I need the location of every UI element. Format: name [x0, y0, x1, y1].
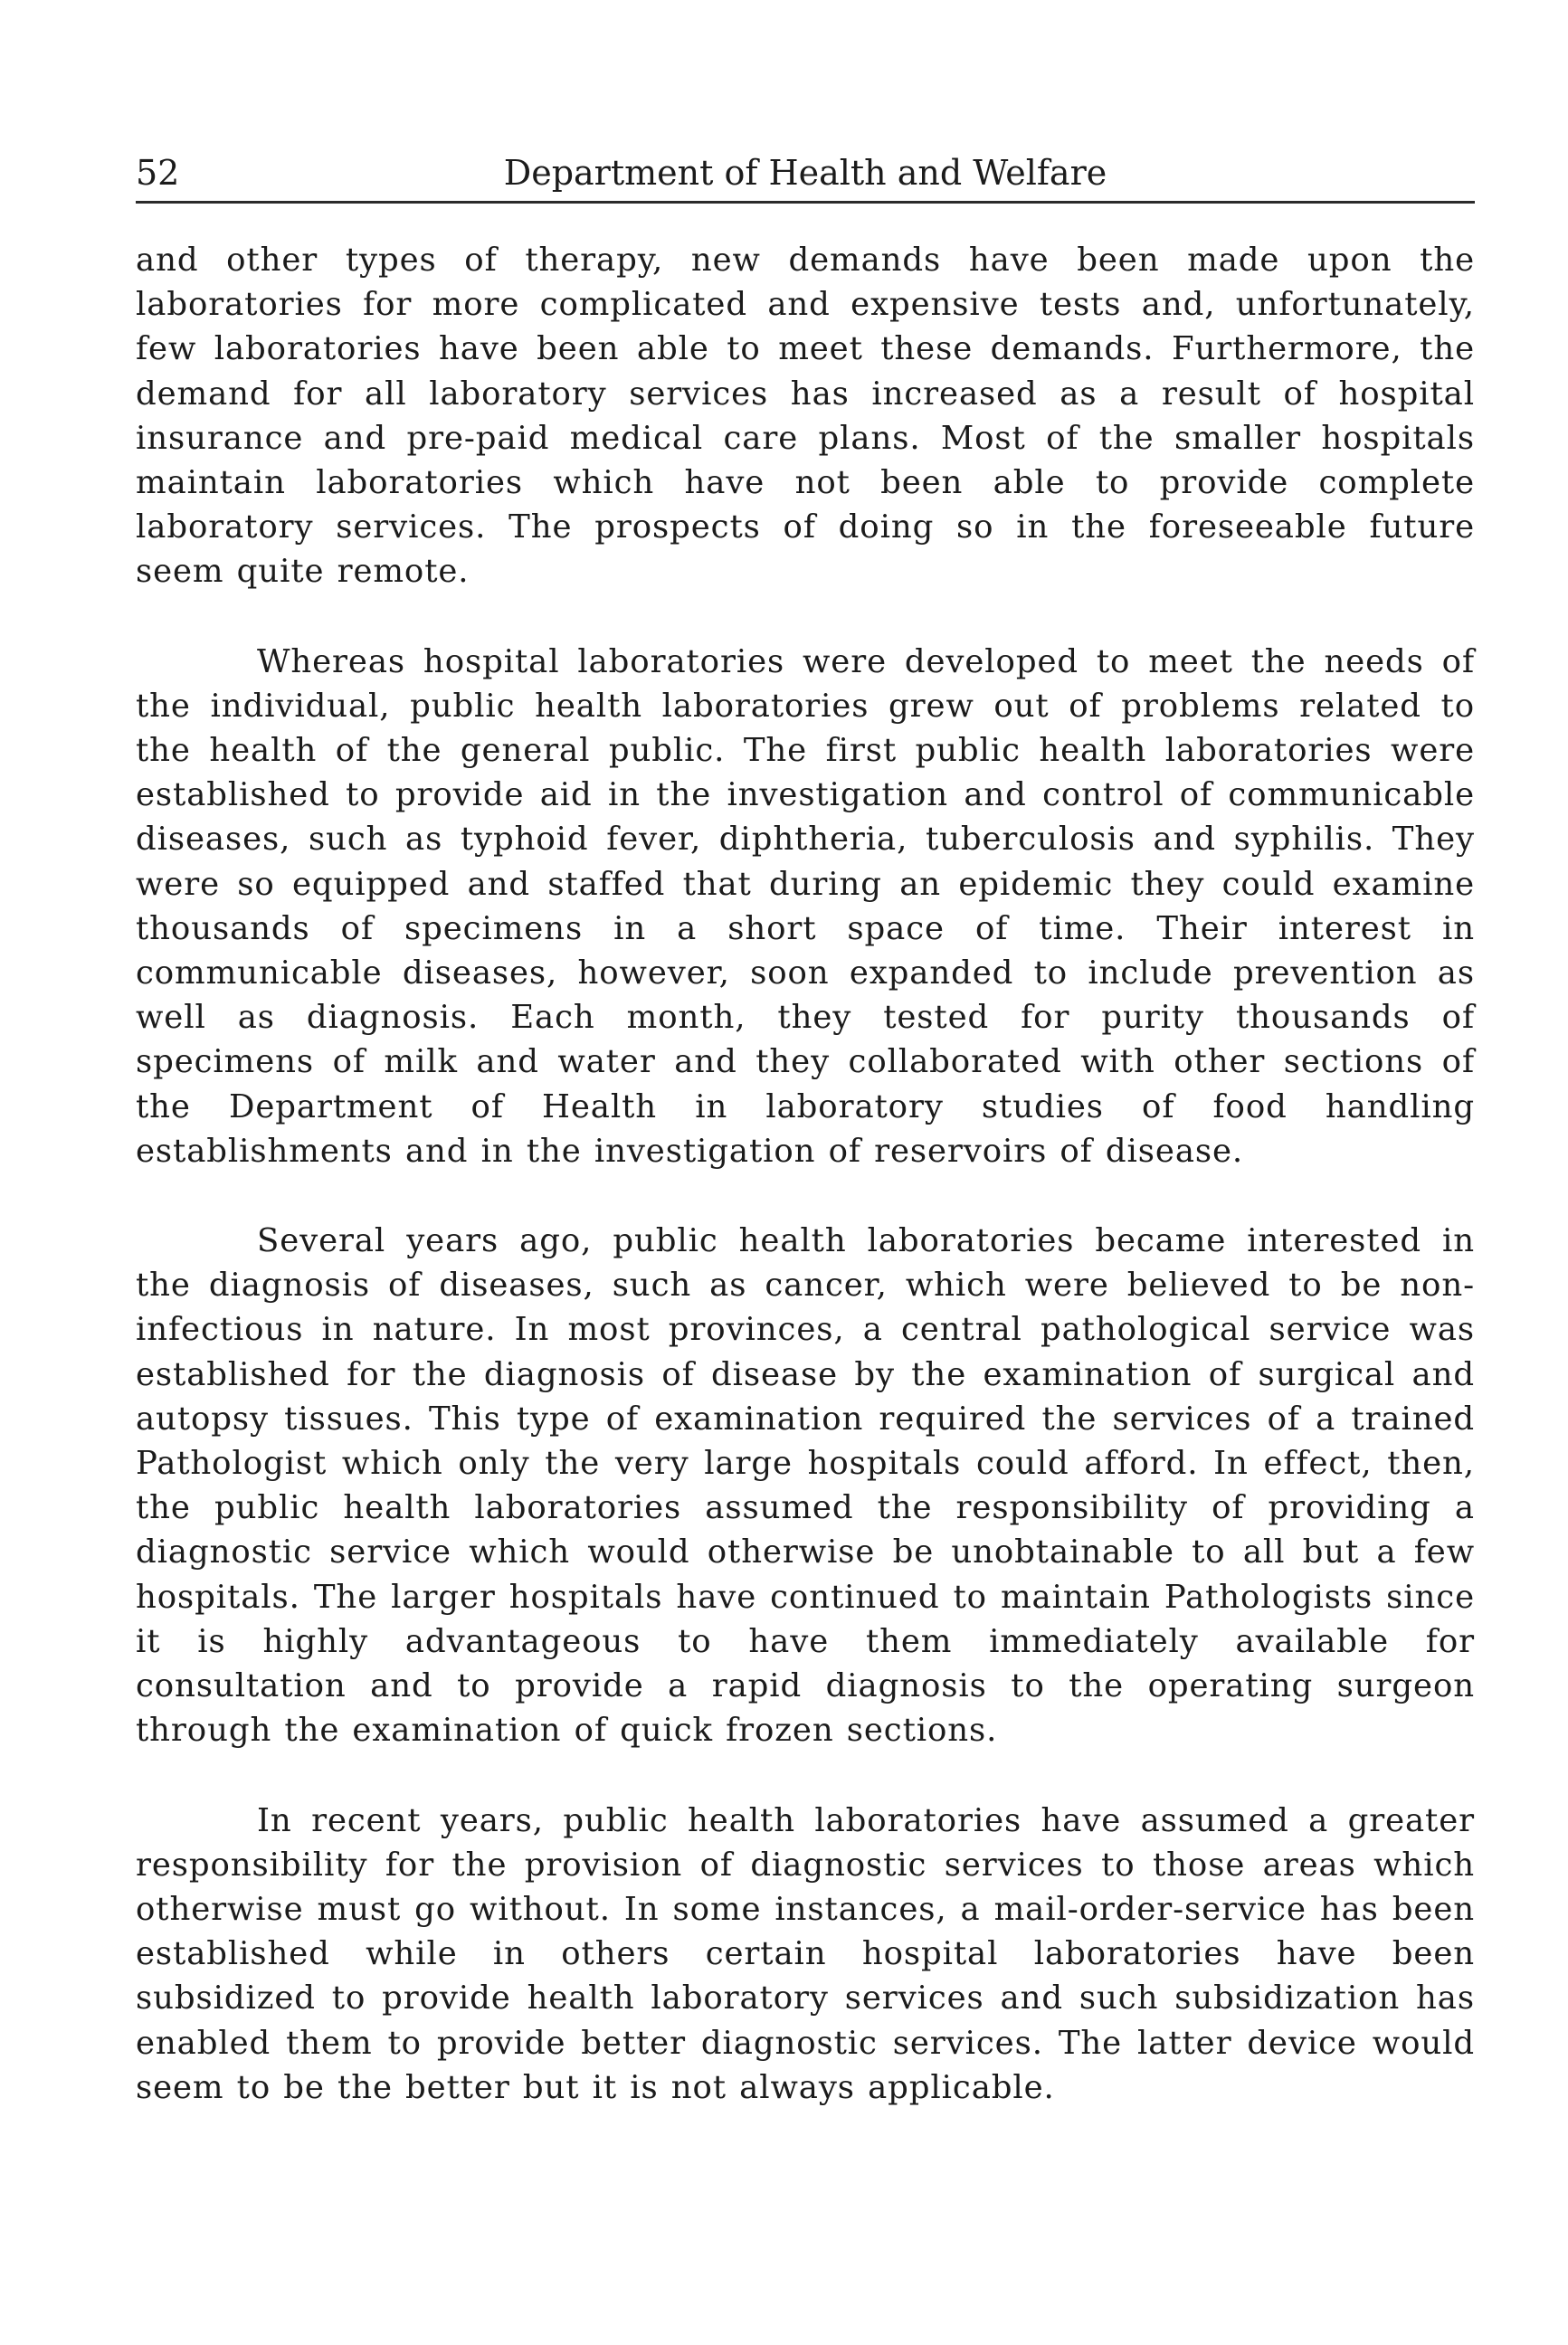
running-title: Department of Health and Welfare	[503, 153, 1107, 193]
body-text	[136, 238, 1475, 2110]
paragraph-public-health-laboratories: Whereas hospital laboratories were developed to meet the needs of the individual, public health laboratories grew out of problems related to the health of the general public. The first public health laboratories were established to provide aid in the investigation and control of communicable diseases, such as typhoid fever, diphtheria, tuberculosis and syphilis. They were so equipped and staffed that during an epidemic they could examine thousands of specimens in a short space of time. Their interest in communicable diseases, however, soon expanded to include prevention as well as diagnosis. Each month, they tested for purity thousands of specimens of milk and water and they collaborated with other sections of the Department of Health in laboratory studies of food handling establishments and in the investigation of reservoirs of disease.	[136, 642, 1475, 1170]
page-number: 52	[136, 153, 180, 193]
document-page	[136, 145, 1475, 2110]
paragraph-pathological-services: Several years ago, public health laboratories became interested in the diagnosis of diseases, such as cancer, which were believed to be non-infectious in nature. In most provinces, a central pathological service was established for the diagnosis of disease by the examination of surgical and autopsy tissues. This type of examination required the services of a trained Pathologist which only the very large hospitals could afford. In effect, then, the public health laboratories assumed the responsibility of providing a diagnostic service which would otherwise be unobtainable to all but a few hospitals. The larger hospitals have continued to maintain Pathologists since it is highly advantageous to have them immediately available for consultation and to provide a rapid diagnosis to the operating surgeon through the examination of quick frozen sections.	[136, 1222, 1475, 1750]
page-header	[136, 145, 1475, 204]
paragraph-diagnostic-services: In recent years, public health laboratories have assumed a greater responsibility for the provision of diagnostic services to those areas which otherwise must go without. In some instances, a mail-order-service has been established while in others certain hospital laboratories have been subsidized to provide health laboratory services and such subsidization has enabled them to provide better diagnostic services. The latter device would seem to be the better but it is not always applicable.	[136, 1801, 1475, 2106]
paragraph-continued: and other types of therapy, new demands have been made upon the laboratories for more complicated and expensive tests and, unfortunately, few laboratories have been able to meet these demands. Furthermore, the demand for all laboratory services has increased as a result of hospital insurance and pre-paid medical care plans. Most of the smaller hospitals maintain laboratories which have not been able to provide complete laboratory services. The prospects of doing so in the foreseeable future seem quite remote.	[136, 242, 1475, 591]
